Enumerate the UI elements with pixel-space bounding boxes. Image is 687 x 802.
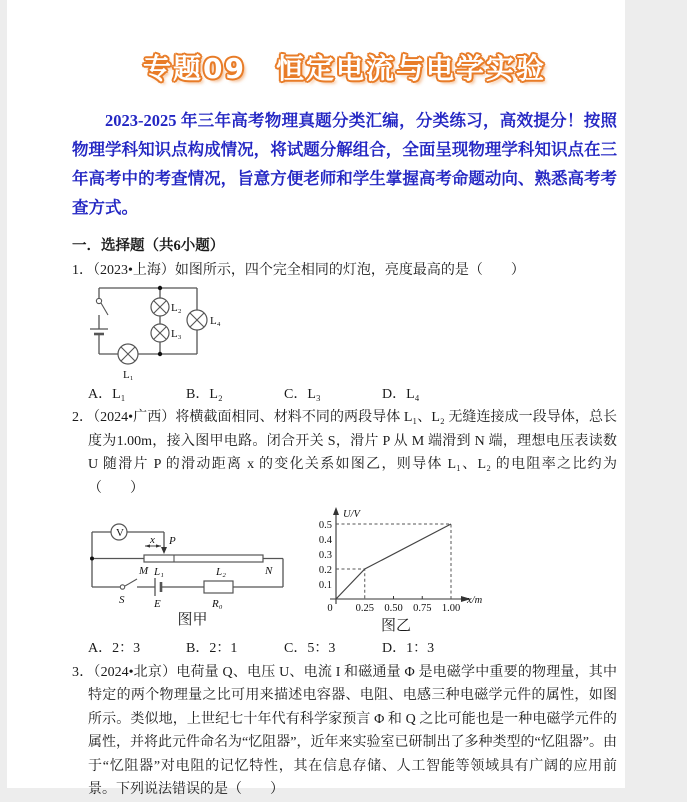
question-1-text [72,259,617,283]
switch-icon [96,298,101,303]
y-axis-label: U/V [343,509,360,520]
end-m-label: M [139,565,149,577]
figure-yi-caption: 图乙 [380,618,411,634]
segment-l2-label: L₂ [216,566,226,578]
ytick-0.5: 0.5 [318,520,332,531]
x-dimension-label: x [150,534,155,546]
q2-option-c: C．5：3 [284,641,336,656]
question-3-text [72,661,617,802]
lamp-l2-label: L₂ [171,301,182,314]
xtick-1.00: 1.00 [441,603,461,614]
voltmeter-label: V [116,527,124,539]
dashed-guide-2 [336,524,451,599]
question-2-body: （2024•广西）将横截面相同、材料不同的两段导体 L₁、L₂ 无缝连接成一段导体，总长度为1.00m，接入图甲电路。闭合开关 S，滑片 P 从 M 端滑到 N 端，理想电压表读数 U 随滑片 P 的滑动距离 x 的变化关系如图乙，则导体 L₁、L₂ 的电阻率之比约为（ ） [88,410,618,496]
section-header: 一．选择题（共6小题） [72,238,225,254]
lamp-l3-label: L₃ [171,327,182,340]
page-title: 专题09 恒定电流与电学实验 [143,52,546,85]
u-x-line [336,524,451,599]
ytick-0.3: 0.3 [318,550,332,561]
slide-wire-circuit-figure [85,510,300,610]
question-3 [72,661,617,802]
document-page [7,0,625,797]
intro-paragraph: 2023-2025 年三年高考物理真题分类汇编，分类练习，高效提分！按照物理学科知识点构成情况，将试题分解组合，全面呈现物理学科知识点在三年高考中的考查情况，旨意方便老师和学生掌握高考命题动向、熟悉高考考查方式。 [72,111,617,217]
lamp-l1-label: L₁ [123,368,134,381]
question-3-body: （2024•北京）电荷量 Q、电压 U、电流 I 和磁通量 Φ 是电磁学中重要的物理量，其中特定的两个物理量之比可用来描述电容器、电阻、电感三种电磁学元件的属性，如图所示。类似地，上世纪七十年代有科学家预言 Φ 和 Q 之比可能也是一种电磁学元件的属性，并将此元件命名为“忆阻器”，近年来实验室已研制出了多种类型的“忆阻器”。由于“忆阻器”对电阻的记忆特性，其在信息存储、人工智能等领域具有广阔的应用前景。下列说法错误的是（ ） [88,664,617,797]
x-axis-label: x/m [467,595,483,606]
resistance-wire-bar [144,555,263,562]
question-1-circuit-figure [85,285,315,383]
question-1 [72,259,617,406]
switch-icon [120,585,124,589]
figure-jia [85,510,300,629]
question-1-body: （2023•上海）如图所示，四个完全相同的灯泡，亮度最高的是（ ） [93,263,525,278]
q2-option-b: B．2：1 [186,641,238,656]
question-3-number: 3． [72,664,94,680]
q2-option-d: D．1：3 [382,641,435,656]
q2-option-a: A．2：3 [88,641,141,656]
ytick-0.4: 0.4 [318,535,332,546]
slider-p-label: P [169,535,176,547]
q1-option-b: B．L₂ [186,386,223,402]
question-1-options [72,383,617,407]
q1-option-a: A．L₁ [88,386,126,402]
resistor-r0-icon [204,581,233,593]
ytick-0.1: 0.1 [318,580,332,591]
question-2-number: 2． [72,410,94,425]
q1-option-d: D．L₄ [382,386,420,402]
xtick-0.25: 0.25 [355,603,374,614]
slider-arrow-icon [161,547,167,554]
u-x-graph [306,504,486,616]
figure-yi [306,504,486,635]
question-2-figures [85,504,617,635]
question-2 [72,406,617,661]
end-n-label: N [265,565,273,577]
xtick-0.75: 0.75 [413,603,432,614]
lamp-l4-label: L₄ [210,314,221,327]
battery-e-label: E [154,598,161,610]
question-2-text [72,406,617,500]
figure-jia-caption: 图甲 [177,612,208,628]
q1-option-c: C．L₃ [284,386,321,402]
xtick-0.50: 0.50 [384,603,403,614]
switch-s-label: S [119,594,125,606]
ytick-0.2: 0.2 [318,565,332,576]
origin-label: 0 [327,603,333,614]
question-1-number: 1． [72,263,93,278]
question-2-options [72,637,617,661]
segment-l1-label: L₁ [154,566,164,578]
resistor-r0-label: R₀ [212,598,223,610]
